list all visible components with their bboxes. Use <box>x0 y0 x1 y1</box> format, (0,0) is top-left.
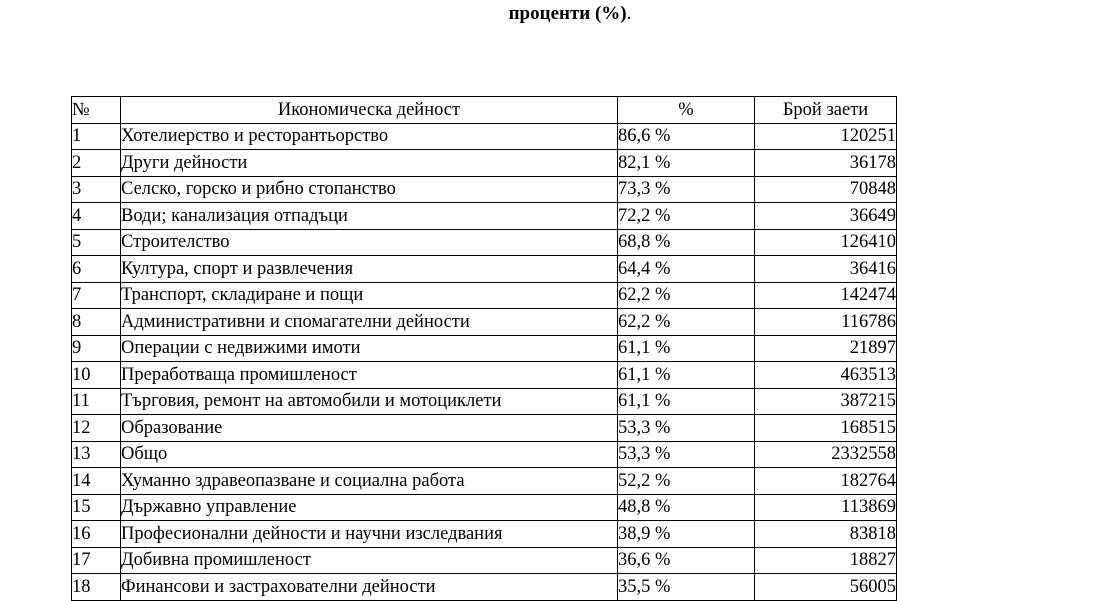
activity-cell: Общо <box>121 441 618 468</box>
employed-count-cell: 83818 <box>755 521 897 548</box>
activity-cell: Строителство <box>121 229 618 256</box>
activity-cell: Професионални дейности и научни изследвания <box>121 521 618 548</box>
row-number-cell: 16 <box>72 521 121 548</box>
table-row <box>72 176 897 203</box>
percent-cell: 52,2 % <box>618 468 755 495</box>
percent-cell: 72,2 % <box>618 203 755 230</box>
heading-suffix: . <box>626 3 632 24</box>
table-row <box>72 468 897 495</box>
percent-cell: 61,1 % <box>618 362 755 389</box>
employed-count-cell: 70848 <box>755 176 897 203</box>
row-number-cell: 8 <box>72 309 121 336</box>
percent-cell: 53,3 % <box>618 441 755 468</box>
percent-cell: 53,3 % <box>618 415 755 442</box>
header-activity: Икономическа дейност <box>121 97 618 124</box>
percent-cell: 61,1 % <box>618 335 755 362</box>
table-row <box>72 229 897 256</box>
row-number-cell: 12 <box>72 415 121 442</box>
employed-count-cell: 2332558 <box>755 441 897 468</box>
activity-cell: Хуманно здравеопазване и социална работа <box>121 468 618 495</box>
row-number-cell: 11 <box>72 388 121 415</box>
row-number-cell: 6 <box>72 256 121 283</box>
row-number-cell: 3 <box>72 176 121 203</box>
table-row <box>72 256 897 283</box>
row-number-cell: 4 <box>72 203 121 230</box>
table-row <box>72 388 897 415</box>
row-number-cell: 10 <box>72 362 121 389</box>
activity-cell: Хотелиерство и ресторантьорство <box>121 123 618 150</box>
table-row <box>72 547 897 574</box>
table-row <box>72 521 897 548</box>
table-row <box>72 309 897 336</box>
percent-cell: 82,1 % <box>618 150 755 177</box>
employed-count-cell: 36178 <box>755 150 897 177</box>
activity-cell: Търговия, ремонт на автомобили и мотоциклети <box>121 388 618 415</box>
employed-count-cell: 21897 <box>755 335 897 362</box>
row-number-cell: 9 <box>72 335 121 362</box>
table-body <box>72 123 897 600</box>
employment-table <box>71 96 897 601</box>
employed-count-cell: 120251 <box>755 123 897 150</box>
row-number-cell: 2 <box>72 150 121 177</box>
percent-cell: 73,3 % <box>618 176 755 203</box>
employed-count-cell: 56005 <box>755 574 897 601</box>
activity-cell: Финансови и застрахователни дейности <box>121 574 618 601</box>
table-row <box>72 494 897 521</box>
employed-count-cell: 18827 <box>755 547 897 574</box>
activity-cell: Добивна промишленост <box>121 547 618 574</box>
activity-cell: Държавно управление <box>121 494 618 521</box>
percent-cell: 64,4 % <box>618 256 755 283</box>
row-number-cell: 7 <box>72 282 121 309</box>
row-number-cell: 1 <box>72 123 121 150</box>
employed-count-cell: 142474 <box>755 282 897 309</box>
row-number-cell: 14 <box>72 468 121 495</box>
percent-cell: 35,5 % <box>618 574 755 601</box>
table-row <box>72 123 897 150</box>
percent-cell: 68,8 % <box>618 229 755 256</box>
table-row <box>72 415 897 442</box>
activity-cell: Селско, горско и рибно стопанство <box>121 176 618 203</box>
employed-count-cell: 36416 <box>755 256 897 283</box>
percent-cell: 62,2 % <box>618 282 755 309</box>
percent-cell: 86,6 % <box>618 123 755 150</box>
header-number: № <box>72 97 121 124</box>
employed-count-cell: 182764 <box>755 468 897 495</box>
header-percent: % <box>618 97 755 124</box>
percent-cell: 36,6 % <box>618 547 755 574</box>
employed-count-cell: 168515 <box>755 415 897 442</box>
activity-cell: Води; канализация отпадъци <box>121 203 618 230</box>
row-number-cell: 13 <box>72 441 121 468</box>
employed-count-cell: 126410 <box>755 229 897 256</box>
table-row <box>72 441 897 468</box>
heading-bold-text: проценти (%) <box>508 3 627 24</box>
table-row <box>72 574 897 601</box>
employed-count-cell: 116786 <box>755 309 897 336</box>
activity-cell: Административни и спомагателни дейности <box>121 309 618 336</box>
row-number-cell: 5 <box>72 229 121 256</box>
header-row <box>72 97 897 124</box>
percent-cell: 62,2 % <box>618 309 755 336</box>
row-number-cell: 15 <box>72 494 121 521</box>
employed-count-cell: 36649 <box>755 203 897 230</box>
activity-cell: Образование <box>121 415 618 442</box>
activity-cell: Операции с недвижими имоти <box>121 335 618 362</box>
table-row <box>72 150 897 177</box>
row-number-cell: 17 <box>72 547 121 574</box>
percent-cell: 61,1 % <box>618 388 755 415</box>
activity-cell: Транспорт, складиране и пощи <box>121 282 618 309</box>
table-row <box>72 203 897 230</box>
table-row <box>72 362 897 389</box>
employed-count-cell: 113869 <box>755 494 897 521</box>
header-employed: Брой заети <box>755 97 897 124</box>
row-number-cell: 18 <box>72 574 121 601</box>
percent-cell: 38,9 % <box>618 521 755 548</box>
activity-cell: Култура, спорт и развлечения <box>121 256 618 283</box>
table-row <box>72 282 897 309</box>
employed-count-cell: 463513 <box>755 362 897 389</box>
activity-cell: Други дейности <box>121 150 618 177</box>
employed-count-cell: 387215 <box>755 388 897 415</box>
document-heading <box>0 1 1110 27</box>
table-row <box>72 335 897 362</box>
percent-cell: 48,8 % <box>618 494 755 521</box>
activity-cell: Преработваща промишленост <box>121 362 618 389</box>
table-header <box>72 97 897 124</box>
